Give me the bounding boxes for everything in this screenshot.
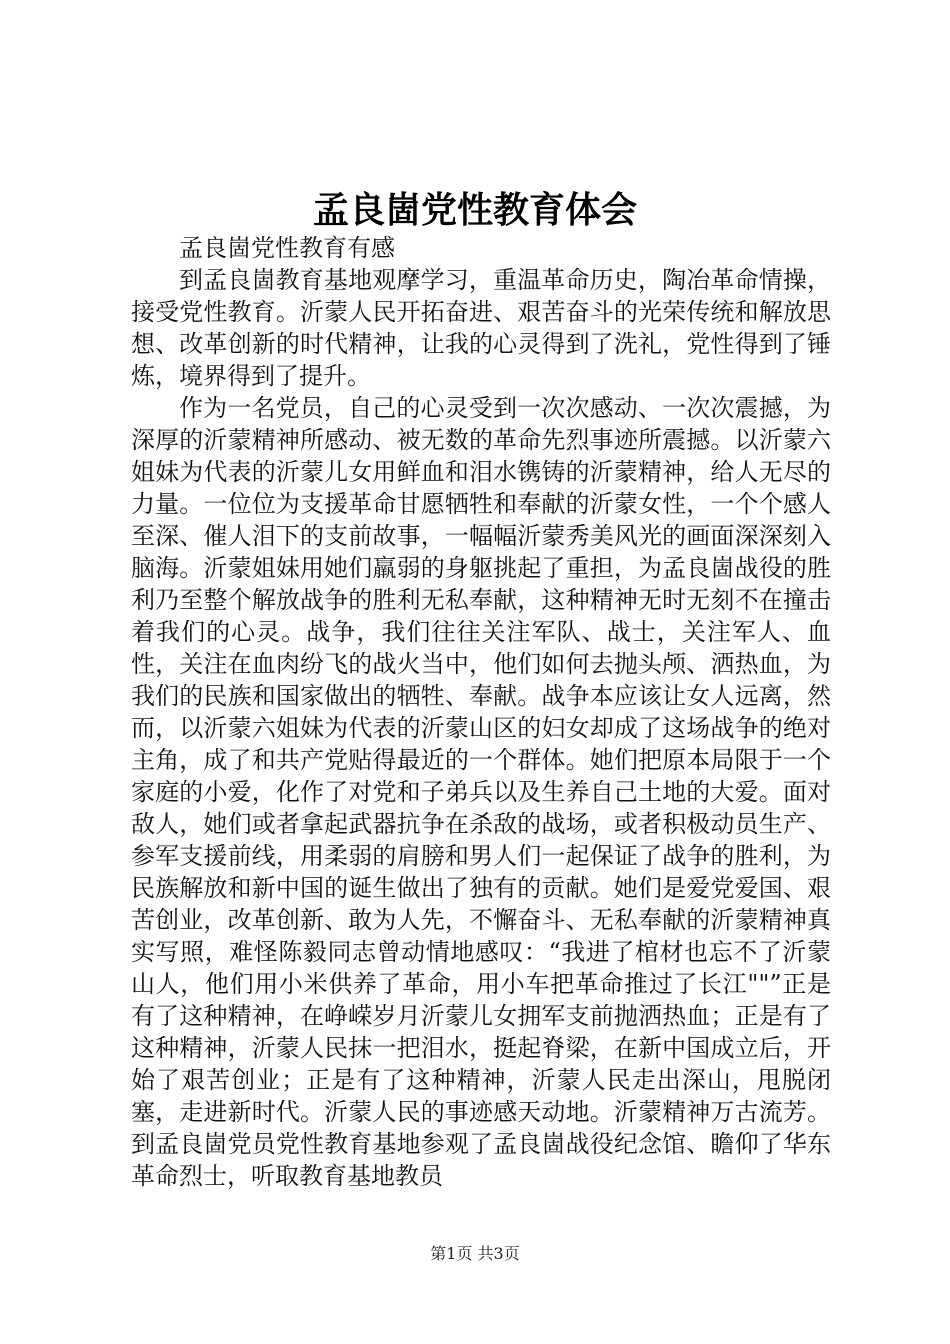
paragraph-subtitle: 孟良崮党性教育有感	[179, 234, 395, 262]
paragraph-1: 到孟良崮教育基地观摩学习，重温革命历史，陶冶革命情操，接受党性教育。沂蒙人民开拓奋进、艰苦奋斗的光荣传统和解放思想、改革创新的时代精神，让我的心灵得到了洗礼，党性得到了锤炼，境界得到了提升。	[131, 266, 831, 390]
document-title: 孟良崮党性教育体会	[312, 189, 637, 231]
page-number-footer: 第1页 共3页	[430, 1244, 520, 1263]
document-body	[131, 232, 831, 1192]
paragraph-2: 作为一名党员，自己的心灵受到一次次感动、一次次震撼，为深厚的沂蒙精神所感动、被无数的革命先烈事迹所震撼。以沂蒙六姐妹为代表的沂蒙儿女用鲜血和泪水镌铸的沂蒙精神，给人无尽的力量。一位位为支援革命甘愿牺牲和奉献的沂蒙女性，一个个感人至深、催人泪下的支前故事，一幅幅沂蒙秀美风光的画面深深刻入脑海。沂蒙姐妹用她们羸弱的身躯挑起了重担，为孟良崮战役的胜利乃至整个解放战争的胜利无私奉献，这种精神无时无刻不在撞击着我们的心灵。战争，我们往往关注军队、战士，关注军人、血性，关注在血肉纷飞的战火当中，他们如何去抛头颅、洒热血，为我们的民族和国家做出的牺牲、奉献。战争本应该让女人远离，然而，以沂蒙六姐妹为代表的沂蒙山区的妇女却成了这场战争的绝对主角，成了和共产党贴得最近的一个群体。她们把原本局限于一个家庭的小爱，化作了对党和子弟兵以及生养自己土地的大爱。面对敌人，她们或者拿起武器抗争在杀敌的战场，或者积极动员生产、参军支援前线，用柔弱的肩膀和男人们一起保证了战争的胜利，为民族解放和新中国的诞生做出了独有的贡献。她们是爱党爱国、艰苦创业，改革创新、敢为人先，不懈奋斗、无私奉献的沂蒙精神真实写照，难怪陈毅同志曾动情地感叹：“我进了棺材也忘不了沂蒙山人，他们用小米供养了革命，用小车把革命推过了长江""”正是有了这种精神，在峥嵘岁月沂蒙儿女拥军支前抛洒热血；正是有了这种精神，沂蒙人民抹一把泪水，挺起脊梁，在新中国成立后，开始了艰苦创业；正是有了这种精神，沂蒙人民走出深山，甩脱闭塞，走进新时代。沂蒙人民的事迹感天动地。沂蒙精神万古流芳。到孟良崮党员党性教育基地参观了孟良崮战役纪念馆、瞻仰了华东革命烈士，听取教育基地教员	[131, 394, 831, 1190]
